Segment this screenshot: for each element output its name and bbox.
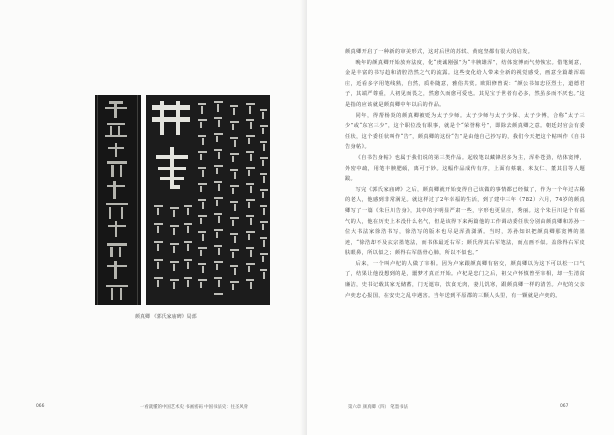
paragraph: 后来，一个叫卢杞的人做了宰相。因为卢家跟颜真卿有宿交，颜真卿以为这下可以松一口气了，结果让他没想到的是，噩梦才真正开始。卢杞是忠门之后，祖父卢怀慎曾至宰相，却一生清贫廉洁，史书记载其家无储蓄，门无遮帘，饮食无肉，妻儿饥寒，跟颜真卿一样的清苦。卢杞的父亲卢奕忠心报国，在安史之乱中遇害。当年送到平原郡的三颗人头里，有一颗就是卢奕的。 — [345, 260, 585, 299]
running-head-left: 一看就懂的中国艺术史 书画密码 中国书法史：往圣风骨 — [140, 405, 249, 410]
page-number-right: 067 — [560, 404, 569, 409]
body-text — [345, 47, 585, 301]
rubbing-image-main — [146, 95, 270, 305]
page-number-left: 066 — [36, 404, 45, 409]
paragraph: 晚年的颜真卿开始放弃法度，化“虔诚刚强”为“丰腴雄浑”，结体宽博而气势恢宏。借笔刻意，金是丰富的书写趋和清腔浩然之气的流露。这些变化给人带来全新的视觉感受，画意全篇雄浑端庄，近看多字用笔线熟，自然，质朴随意，雅俗共赏。欧阳修曾说：“颜公书如忠臣烈士，道德君子，其端严尊重，人初见而畏之，然愈久而愈可爱也。其见宝于世者有必多，然虽多而不厌也。”这是指的应该就是颜真卿中年以后的作品。 — [345, 59, 585, 108]
paragraph: 同年，得帮杨炎的颜真卿被贬为太子少师。太子少师与太子少保、太子少傅，合称“太子三少”或“东宫三少”，这个职位没有职事，就是个“荣誉称号”，即除去颜真卿之意。朝廷封官会有委任状，这个委任状叫作“告”，颜真卿的这份“告”是由他自己抄写的，我们今天把这个帖叫作《自书告身帖》。 — [345, 112, 585, 151]
rubbing-image-left-column — [95, 95, 141, 305]
paragraph: 写完《郭氏家庙碑》之后，颜真卿就开始变得自己该做的事情都已经做了，作为一个年过古稀的老人，他感到非常满足。就这样过了2年幸福的生活，到了建中三年（782）六月，74岁的颜真卿写了一篇《朱巨川告身》，其中的字明显严肃一些，字形也更显庄，秀丽。这个朱巨川是个有福气的人，他在历史上本没什么名气，但是该得下来两篇他的工作调动委任状分别由颜真卿和苏孙一位大书法家徐浩书写，徐浩写的版本也尽是浑劲潇洒。当时，苏孙知识把颜真卿那宽博的墨迹，“徐浩却不及玄宗墨笔法，而书体最近右军；颜氏得其右军笔法，而点画不似。盖徐得右军皮肤眼鼻，所以似之；颜得右军筋骨心肺，所以不似也。” — [345, 186, 585, 257]
figure-caption: 颜真卿 《郭氏家庙碑》局部 — [135, 314, 197, 320]
paragraph: 颜真卿开启了一种新的审美形式，这对后世的苏轼、黄庭坚都有很大的启发。 — [345, 49, 534, 55]
running-head-right: 第六章 颜真卿（四） 笔墨书法 — [348, 405, 408, 410]
paragraph: 《自书告身帖》也属于我们说的第三类作品。起收笔以藏锋居多为主，浑朴苍劲，结体宽博，外密中疏，用笔丰腴肥硕，离可于妙。这幅作品成传有序，上面有蔡襄、米友仁、董其昌等人题跋。 — [345, 154, 585, 183]
